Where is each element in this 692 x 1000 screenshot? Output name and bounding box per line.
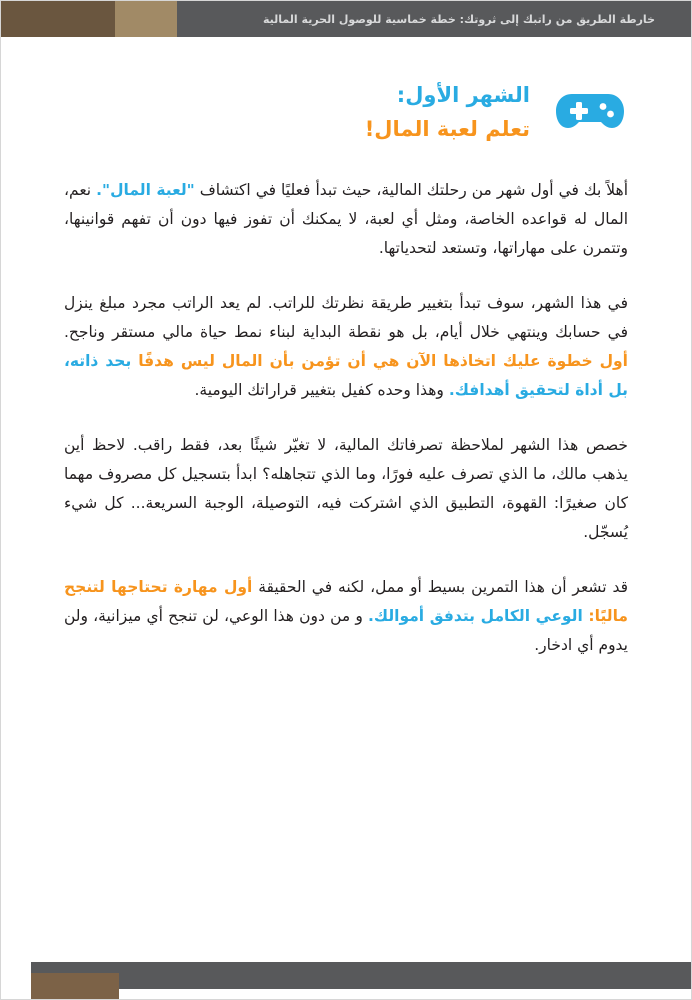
gamepad-icon [552, 87, 628, 139]
section-heading [64, 79, 628, 146]
bottom-banner-accent [31, 973, 119, 999]
top-banner [1, 1, 691, 37]
text-run-normal: وهذا وحده كفيل بتغيير قراراتك اليومية. [194, 381, 449, 400]
top-banner-accent-light [115, 1, 177, 37]
document-header-title: خارطة الطريق من راتبك إلى ثروتك: خطة خماسية للوصول الحرية المالية [263, 12, 655, 26]
paragraph-1 [64, 176, 628, 263]
bottom-banner [31, 962, 691, 989]
text-run-orange: أول خطوة عليك اتخاذها الآن هي أن تؤمن بأن المال ليس هدفًا [131, 352, 628, 371]
text-run-orange: أول مهارة تحتاجها لتنجح ماليًا: [64, 578, 629, 626]
heading-text [365, 79, 530, 146]
top-banner-accent-dark [1, 1, 115, 37]
paragraph-4 [64, 573, 628, 660]
text-run-normal: في هذا الشهر، سوف تبدأ بتغيير طريقة نظرتك للراتب. لم يعد الراتب مجرد مبلغ ينزل في حسابك وينتهي خلال أيام، بل هو نقطة البداية لبناء نمط حياة مالي مستقر وناجح. [64, 294, 628, 342]
text-run-blue: "لعبة المال". [96, 181, 195, 200]
top-banner-bar [177, 1, 691, 37]
body-text [64, 176, 628, 660]
text-run-blue: الوعي الكامل بتدفق أموالك. [368, 607, 583, 626]
text-run-normal: قد تشعر أن هذا التمرين بسيط أو ممل، لكنه في الحقيقة [252, 578, 628, 597]
text-run-normal: نعم، المال له قواعده الخاصة، ومثل أي لعبة، لا يمكنك أن تفوز فيها دون أن تفهم قوانينها، وتتمرن على مهاراتها، وتستعد لتحدياتها. [64, 181, 628, 258]
paragraph-3 [64, 431, 628, 547]
paragraph-2 [64, 289, 628, 405]
text-run-normal: خصص هذا الشهر لملاحظة تصرفاتك المالية، لا تغيّر شيئًا بعد، فقط راقب. لاحظ أين يذهب مالك، ما الذي تصرف عليه فورًا، وما الذي تتجاهله؟ ابدأ بتسجيل كل مصروف مهما كان صغيرًا: القهوة، التطبيق الذي اشتركت فيه، التوصيلة، الوجبة السريعة... كل شيء يُسجّل. [64, 436, 628, 542]
section-title-line1: الشهر الأول: [396, 83, 530, 107]
text-run-normal: أهلاً بك في أول شهر من رحلتك المالية، حيث تبدأ فعليًا في اكتشاف [194, 181, 629, 200]
section-title-line2: تعلم لعبة المال! [364, 116, 530, 141]
content [64, 79, 628, 686]
text-run-normal: و من دون هذا الوعي، لن تنجح أي ميزانية، ولن يدوم أي ادخار. [64, 607, 628, 655]
text-run-blue: بحد ذاته، بل أداة لتحقيق أهدافك. [64, 352, 628, 400]
